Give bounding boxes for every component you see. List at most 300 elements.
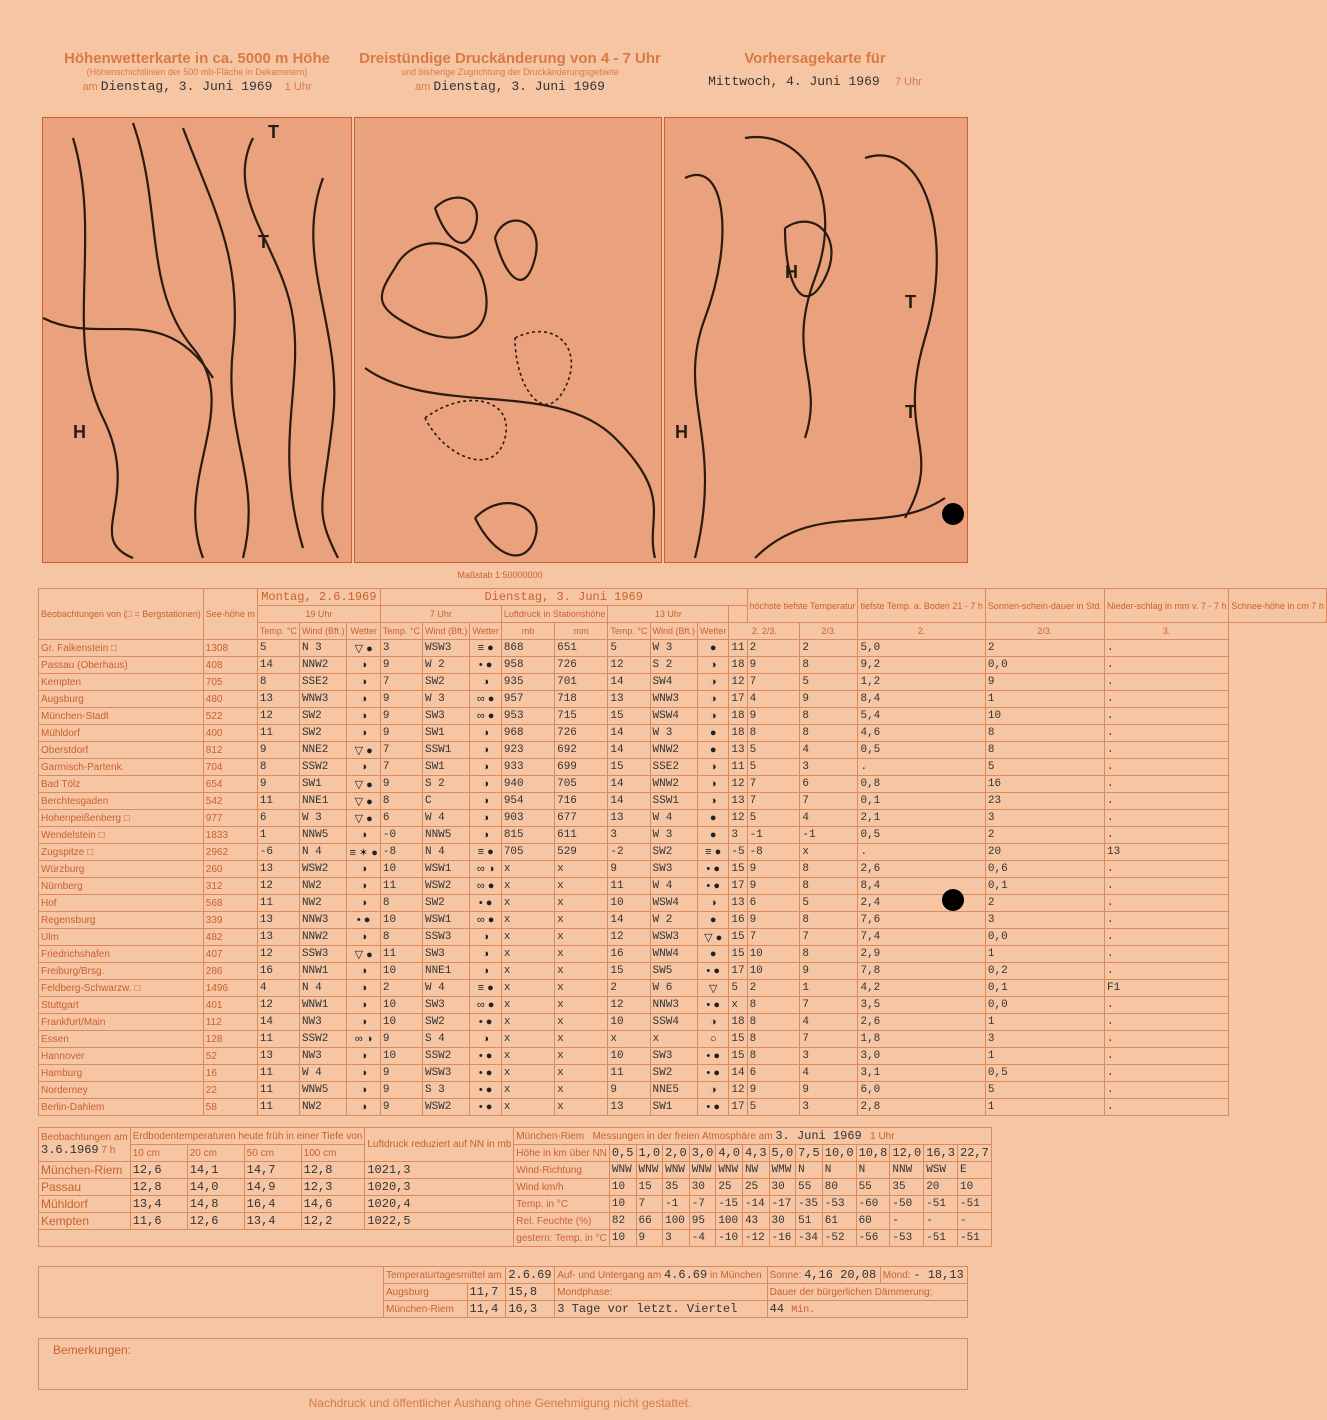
cell-sch: . [1104, 657, 1228, 674]
cell-sch: 13 [1104, 844, 1228, 861]
cell-w7: S 4 [422, 1031, 470, 1048]
cell-w13: SSE2 [650, 759, 698, 776]
astro-in: in München [709, 1270, 762, 1281]
cell-x19: ◑ [347, 691, 380, 708]
cell-bod: 7 [800, 1031, 858, 1048]
aloft-cell: 20 [924, 1179, 958, 1196]
cell-x19: ∞ ◑ [347, 1031, 380, 1048]
temp-header: Temp. °C [380, 623, 422, 640]
station-row [39, 759, 1327, 776]
cell-x7: ◑ [470, 810, 501, 827]
cell-t7: 8 [380, 793, 422, 810]
cell-x19: ◑ [347, 997, 380, 1014]
height-col-header: See-höhe m [203, 589, 257, 640]
cell-mm: 705 [555, 776, 608, 793]
cell-mb: x [501, 946, 554, 963]
cell-x13: ● [698, 912, 729, 929]
pressure-change-map [354, 117, 662, 563]
cell-nie: 1 [985, 1048, 1104, 1065]
aloft-cell: 80 [822, 1179, 856, 1196]
soil-hour: 7 h [101, 1145, 116, 1156]
cell-son: 8,4 [858, 691, 985, 708]
cell-max: 13 [729, 895, 747, 912]
forecast-isobars [665, 118, 969, 564]
cell-mm: 715 [555, 708, 608, 725]
cell-w7: WSW2 [422, 1099, 470, 1116]
cell-x7: ◑ [470, 963, 501, 980]
cell-t7: 9 [380, 1065, 422, 1082]
cell-t13: 10 [608, 1048, 650, 1065]
soil-pressure: 1021,3 [365, 1162, 514, 1179]
cell-sch: . [1104, 963, 1228, 980]
cell-x19: ▽ ● [347, 742, 380, 759]
cell-x13: ◑ [698, 793, 729, 810]
soil-obs-label: Beobachtungen am [41, 1132, 128, 1143]
cell-x19: ◑ [347, 1065, 380, 1082]
day1-header: Montag, 2.6.1969 [257, 589, 380, 606]
cell-w7: SW3 [422, 946, 470, 963]
t7-header: 7 Uhr [380, 606, 501, 623]
cell-h: 1496 [203, 980, 257, 997]
cell-x7: ∞ ● [470, 912, 501, 929]
cell-mb: x [501, 878, 554, 895]
cell-w19: NNW3 [299, 912, 347, 929]
cell-w13: SW1 [650, 1099, 698, 1116]
cell-t13: -2 [608, 844, 650, 861]
cell-w7: SW2 [422, 674, 470, 691]
header-upper-air [42, 50, 352, 94]
cell-x13: ▽ [698, 980, 729, 997]
cell-w19: NNW2 [299, 929, 347, 946]
station-name: Hamburg [39, 1065, 204, 1082]
cell-mb: 903 [501, 810, 554, 827]
upper-air-time: 1 Uhr [284, 81, 312, 93]
cell-x13: ● [698, 640, 729, 657]
station-row [39, 657, 1327, 674]
cell-mm: 692 [555, 742, 608, 759]
cell-x7: ◑ [470, 827, 501, 844]
cell-w19: N 3 [299, 640, 347, 657]
cell-mm: 718 [555, 691, 608, 708]
cell-x13: ● [698, 827, 729, 844]
cell-mb: 958 [501, 657, 554, 674]
cell-t7: 9 [380, 1031, 422, 1048]
cell-bod: 8 [800, 912, 858, 929]
aloft-cell: 3 [663, 1230, 690, 1247]
sun-label: Sonne: [769, 1270, 802, 1281]
cell-x7: ∞ ◑ [470, 861, 501, 878]
cell-x13: ◑ [698, 895, 729, 912]
cell-bod: 4 [800, 742, 858, 759]
station-row [39, 1048, 1327, 1065]
cell-sch: . [1104, 912, 1228, 929]
cell-t7: 2 [380, 980, 422, 997]
cell-w13: W 6 [650, 980, 698, 997]
cell-x7: ◑ [470, 929, 501, 946]
station-row [39, 861, 1327, 878]
cell-x19: ◑ [347, 1082, 380, 1099]
cell-sch: . [1104, 1031, 1228, 1048]
moon-value: - 18,13 [913, 1268, 964, 1282]
cell-mm: 726 [555, 657, 608, 674]
augsburg-normal: 15,8 [506, 1284, 555, 1301]
cell-bod: 8 [800, 878, 858, 895]
cell-bod: 8 [800, 946, 858, 963]
cell-x19: ◑ [347, 827, 380, 844]
cell-w13: WNW2 [650, 776, 698, 793]
ground-days: 2/3. [800, 623, 858, 640]
cell-mm: x [555, 963, 608, 980]
cell-w13: W 4 [650, 878, 698, 895]
station-name: Freiburg/Brsg. [39, 963, 204, 980]
height-cell: 16,3 [924, 1145, 958, 1162]
cell-x13: ◑ [698, 674, 729, 691]
cell-h: 568 [203, 895, 257, 912]
aloft-cell: N [796, 1162, 823, 1179]
cell-w13: W 4 [650, 810, 698, 827]
cell-min: 6 [747, 1065, 800, 1082]
cell-mm: x [555, 1099, 608, 1116]
aloft-row-label: Rel. Feuchte (%) [514, 1213, 610, 1230]
cell-t7: 9 [380, 691, 422, 708]
soil-temp: 14,9 [244, 1179, 301, 1196]
cell-w13: SSW4 [650, 1014, 698, 1031]
height-cell: 10,0 [822, 1145, 856, 1162]
cell-sch: . [1104, 810, 1228, 827]
cell-son: 2,8 [858, 1099, 985, 1116]
cell-min: 8 [747, 1014, 800, 1031]
cell-mm: 611 [555, 827, 608, 844]
station-name: Oberstdorf [39, 742, 204, 759]
cell-h: 704 [203, 759, 257, 776]
soil-temp: 14,0 [187, 1179, 244, 1196]
cell-x13: ● [698, 725, 729, 742]
cell-t7: 10 [380, 912, 422, 929]
aloft-cell: -12 [742, 1230, 769, 1247]
cell-w19: NNE1 [299, 793, 347, 810]
station-row [39, 912, 1327, 929]
cell-mb: x [501, 929, 554, 946]
cell-max: 15 [729, 861, 747, 878]
cell-son: 7,4 [858, 929, 985, 946]
cell-mb: x [501, 1082, 554, 1099]
cell-h: 286 [203, 963, 257, 980]
aloft-cell: -51 [958, 1230, 992, 1247]
station-row [39, 895, 1327, 912]
cell-h: 22 [203, 1082, 257, 1099]
aloft-cell: -7 [689, 1196, 716, 1213]
cell-t19: 4 [257, 980, 299, 997]
aloft-cell: -51 [924, 1196, 958, 1213]
cell-x13: ◑ [698, 1014, 729, 1031]
cell-nie: 2 [985, 895, 1104, 912]
aloft-cell: -1 [663, 1196, 690, 1213]
cell-nie: 3 [985, 810, 1104, 827]
punch-hole-top [942, 503, 964, 525]
station-col-header: Beobachtungen von (□ = Bergstationen) [39, 589, 204, 640]
cell-t13: 16 [608, 946, 650, 963]
cell-x13: ◑ [698, 1082, 729, 1099]
cell-mm: x [555, 1014, 608, 1031]
cell-t7: 10 [380, 861, 422, 878]
soil-spacer [39, 1267, 384, 1318]
cell-t19: 1 [257, 827, 299, 844]
cell-x19: ◑ [347, 1099, 380, 1116]
aloft-cell: NNW [890, 1162, 924, 1179]
station-name: Garmisch-Partenk. [39, 759, 204, 776]
cell-bod: -1 [800, 827, 858, 844]
cell-t19: 11 [257, 725, 299, 742]
cell-son: 2,1 [858, 810, 985, 827]
ground-min-header: tiefste Temp. a. Boden 21 - 7 h [858, 589, 985, 623]
cell-t19: 6 [257, 810, 299, 827]
cell-w7: SW1 [422, 759, 470, 776]
pressure-change-title: Dreistündige Druckänderung von 4 - 7 Uhr [359, 50, 661, 67]
cell-x7: ◑ [470, 776, 501, 793]
weather-header: Wetter [347, 623, 380, 640]
soil-temp: 14,1 [187, 1162, 244, 1179]
cell-w19: SW2 [299, 725, 347, 742]
cell-t13: 15 [608, 759, 650, 776]
upper-air-title: Höhenwetterkarte in ca. 5000 m Höhe [64, 50, 330, 67]
cell-bod: 5 [800, 895, 858, 912]
pressure-change-isallobars [355, 118, 663, 564]
day2-header: Dienstag, 3. Juni 1969 [380, 589, 747, 606]
twilight-label: Dauer der bürgerlichen Dämmerung: [767, 1284, 967, 1301]
aloft-cell: WNW [689, 1162, 716, 1179]
cell-x13: ◑ [698, 708, 729, 725]
cell-sch: . [1104, 1099, 1228, 1116]
soil-pressure: 1020,3 [365, 1179, 514, 1196]
cell-nie: 0,0 [985, 657, 1104, 674]
cell-mb: x [501, 980, 554, 997]
twilight-value: 44 [769, 1302, 785, 1316]
cell-nie: 1 [985, 1099, 1104, 1116]
height-cell: 7,5 [796, 1145, 823, 1162]
cell-t19: 16 [257, 963, 299, 980]
station-row [39, 844, 1327, 861]
cell-min: 2 [747, 640, 800, 657]
cell-min: 5 [747, 1099, 800, 1116]
cell-t13: 9 [608, 1082, 650, 1099]
cell-x7: • ● [470, 1099, 501, 1116]
cell-min: 8 [747, 1031, 800, 1048]
cell-son: 1,8 [858, 1031, 985, 1048]
cell-x13: • ● [698, 878, 729, 895]
cell-min: 7 [747, 793, 800, 810]
cell-son: 0,1 [858, 793, 985, 810]
cell-min: 6 [747, 895, 800, 912]
cell-bod: 3 [800, 1099, 858, 1116]
cell-nie: 16 [985, 776, 1104, 793]
cell-t13: 2 [608, 980, 650, 997]
soil-temp: 12,8 [130, 1179, 187, 1196]
cell-sch: . [1104, 776, 1228, 793]
cell-w7: WSW3 [422, 1065, 470, 1082]
cell-w13: SSW1 [650, 793, 698, 810]
aloft-cell: 30 [769, 1213, 796, 1230]
cell-x19: ▽ ● [347, 793, 380, 810]
cell-min: 9 [747, 861, 800, 878]
cell-bod: 4 [800, 810, 858, 827]
astro-label: Auf- und Untergang am [557, 1270, 662, 1281]
cell-w13: W 3 [650, 640, 698, 657]
cell-w19: NW3 [299, 1048, 347, 1065]
cell-t13: 14 [608, 674, 650, 691]
cell-t13: 14 [608, 793, 650, 810]
tagesmittel-date: 2.6.69 [506, 1267, 555, 1284]
cell-max: 16 [729, 912, 747, 929]
soil-station: Kempten [39, 1213, 131, 1230]
aloft-cell: -56 [856, 1230, 890, 1247]
soil-aloft-row [39, 1213, 992, 1230]
cell-w7: S 2 [422, 776, 470, 793]
height-cell: 3,0 [689, 1145, 716, 1162]
cell-min: 7 [747, 776, 800, 793]
cell-mb: x [501, 1014, 554, 1031]
cell-x7: • ● [470, 1048, 501, 1065]
cell-w7: S 3 [422, 1082, 470, 1099]
aloft-cell: 30 [689, 1179, 716, 1196]
cell-x19: ◑ [347, 980, 380, 997]
station-name: Feldberg-Schwarzw. □ [39, 980, 204, 997]
cell-w7: C [422, 793, 470, 810]
wind-header: Wind (Bft.) [299, 623, 347, 640]
soil-date: 3.6.1969 [41, 1143, 99, 1157]
cell-h: 480 [203, 691, 257, 708]
cell-nie: 8 [985, 742, 1104, 759]
cell-nie: 5 [985, 759, 1104, 776]
cell-h: 812 [203, 742, 257, 759]
cell-x13: ◑ [698, 759, 729, 776]
moon-label: Mond: [882, 1270, 911, 1281]
cell-min: -8 [747, 844, 800, 861]
soil-title: Erdbodentemperaturen heute früh in einer Tiefe von [130, 1128, 365, 1145]
cell-max: 11 [729, 640, 747, 657]
cell-bod: 8 [800, 708, 858, 725]
cell-t13: 9 [608, 861, 650, 878]
aloft-cell: -51 [958, 1196, 992, 1213]
aloft-cell: 100 [663, 1213, 690, 1230]
height-cell: 5,0 [769, 1145, 796, 1162]
aloft-cell: 15 [636, 1179, 663, 1196]
soil-temp: 13,4 [244, 1213, 301, 1230]
cell-mm: 529 [555, 844, 608, 861]
cell-nie: 1 [985, 1014, 1104, 1031]
aloft-cell: -15 [716, 1196, 743, 1213]
soil-pressure: 1020,4 [365, 1196, 514, 1213]
cell-max: 18 [729, 1014, 747, 1031]
cell-w13: NNE5 [650, 1082, 698, 1099]
precip-header: Nieder-schlag in mm v. 7 - 7 h [1104, 589, 1228, 623]
moon-phase-label: Mondphase: [555, 1284, 767, 1301]
station-row [39, 1065, 1327, 1082]
cell-t7: 9 [380, 725, 422, 742]
station-row [39, 946, 1327, 963]
cell-mm: x [555, 1082, 608, 1099]
station-name: Hohenpeißenberg □ [39, 810, 204, 827]
cell-h: 339 [203, 912, 257, 929]
cell-w13: SW2 [650, 1065, 698, 1082]
cell-w7: SSW2 [422, 1048, 470, 1065]
t13-header: 13 Uhr [608, 606, 729, 623]
cell-nie: 2 [985, 640, 1104, 657]
station-name: Stuttgart [39, 997, 204, 1014]
cell-son: 2,9 [858, 946, 985, 963]
cell-mb: 933 [501, 759, 554, 776]
cell-w7: SSW1 [422, 742, 470, 759]
cell-mm: x [555, 861, 608, 878]
cell-t13: 13 [608, 691, 650, 708]
aloft-cell: 10 [609, 1179, 636, 1196]
cell-nie: 2 [985, 827, 1104, 844]
cell-sch: . [1104, 1048, 1228, 1065]
snow-header: Schnee-höhe in cm 7 h [1229, 589, 1327, 623]
cell-mb: 957 [501, 691, 554, 708]
mm-header: mm [555, 623, 608, 640]
cell-t13: 12 [608, 997, 650, 1014]
weather-maps [42, 117, 968, 563]
depth-100: 100 cm [301, 1145, 365, 1162]
cell-sch: . [1104, 759, 1228, 776]
cell-w19: N 4 [299, 980, 347, 997]
cell-bod: 7 [800, 929, 858, 946]
t19-header: 19 Uhr [257, 606, 380, 623]
cell-x19: • ● [347, 912, 380, 929]
cell-son: . [858, 844, 985, 861]
cell-t7: 10 [380, 963, 422, 980]
cell-sch: . [1104, 691, 1228, 708]
cell-w7: SSW3 [422, 929, 470, 946]
riem-normal: 16,3 [506, 1301, 555, 1318]
cell-t7: 9 [380, 1099, 422, 1116]
cell-mb: x [501, 1048, 554, 1065]
cell-w13: WSW3 [650, 929, 698, 946]
cell-nie: 1 [985, 691, 1104, 708]
cell-t13: 14 [608, 912, 650, 929]
aloft-cell: -35 [796, 1196, 823, 1213]
cell-mm: x [555, 1031, 608, 1048]
cell-t7: 3 [380, 640, 422, 657]
cell-t19: 13 [257, 691, 299, 708]
soil-aloft-body [39, 1162, 992, 1247]
temp-header: Temp. °C [608, 623, 650, 640]
cell-son: 2,4 [858, 895, 985, 912]
station-name: Bad Tölz [39, 776, 204, 793]
station-name: München-Stadt [39, 708, 204, 725]
cell-w19: N 4 [299, 844, 347, 861]
upper-air-date: Dienstag, 3. Juni 1969 [100, 79, 273, 94]
aloft-cell: N [822, 1162, 856, 1179]
cell-sch: . [1104, 725, 1228, 742]
cell-t7: 7 [380, 742, 422, 759]
cell-t19: 12 [257, 708, 299, 725]
station-row [39, 980, 1327, 997]
cell-mm: x [555, 1065, 608, 1082]
cell-h: 482 [203, 929, 257, 946]
cell-w7: SW1 [422, 725, 470, 742]
cell-bod: 7 [800, 997, 858, 1014]
cell-x19: ▽ ● [347, 946, 380, 963]
soil-station: Passau [39, 1179, 131, 1196]
aloft-cell: -51 [924, 1230, 958, 1247]
upper-air-map [42, 117, 352, 563]
aloft-cell: WMW [769, 1162, 796, 1179]
cell-h: 705 [203, 674, 257, 691]
soil-temp: 12,8 [301, 1162, 365, 1179]
cell-t13: 14 [608, 742, 650, 759]
cell-min: 8 [747, 997, 800, 1014]
